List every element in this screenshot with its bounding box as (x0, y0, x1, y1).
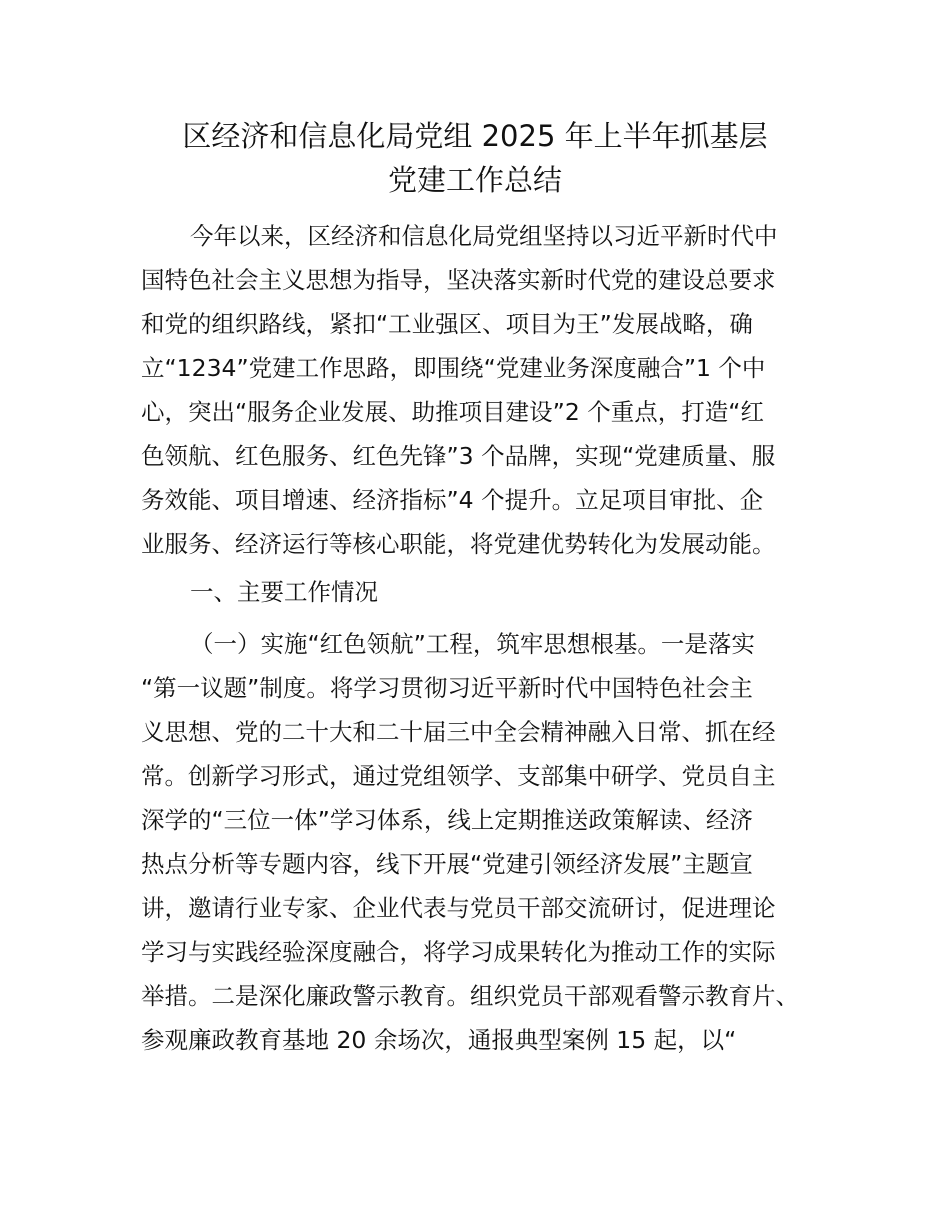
paragraph-line: 心，突出“服务企业发展、助推项目建设”2 个重点，打造“红 (141, 398, 764, 426)
paragraph-line: 立“1234”党建工作思路，即围绕“党建业务深度融合”1 个中 (141, 354, 766, 382)
paragraph-line: 义思想、党的二十大和二十届三中全会精神融入日常、抓在经 (141, 718, 776, 746)
paragraph-line: 今年以来，区经济和信息化局党组坚持以习近平新时代中 (190, 222, 778, 250)
paragraph-line: 热点分析等专题内容，线下开展“党建引领经济发展”主题宣 (141, 850, 753, 878)
paragraph-line: 和党的组织路线，紧扣“工业强区、项目为王”发展战略，确 (141, 310, 753, 338)
document-title-line-2: 党建工作总结 (387, 163, 562, 197)
paragraph-line: 业服务、经济运行等核心职能，将党建优势转化为发展动能。 (141, 530, 776, 558)
paragraph-line: 常。创新学习形式，通过党组领学、支部集中研学、党员自主 (141, 762, 776, 790)
paragraph-line: 深学的“三位一体”学习体系，线上定期推送政策解读、经济 (141, 806, 753, 834)
paragraph-line: 国特色社会主义思想为指导，坚决落实新时代党的建设总要求 (141, 266, 776, 294)
paragraph-line: 务效能、项目增速、经济指标”4 个提升。立足项目审批、企 (141, 486, 764, 514)
document-title-line-1: 区经济和信息化局党组 2025 年上半年抓基层 (182, 119, 768, 153)
section-heading: 一、主要工作情况 (190, 578, 378, 606)
paragraph-line: 色领航、红色服务、红色先锋”3 个品牌，实现“党建质量、服 (141, 442, 776, 470)
paragraph-line: 学习与实践经验深度融合，将学习成果转化为推动工作的实际 (141, 938, 776, 966)
paragraph-line: 参观廉政教育基地 20 余场次，通报典型案例 15 起，以“ (141, 1026, 737, 1054)
paragraph-line: “第一议题”制度。将学习贯彻习近平新时代中国特色社会主 (141, 674, 753, 702)
paragraph-line: 讲，邀请行业专家、企业代表与党员干部交流研讨，促进理论 (141, 894, 776, 922)
paragraph-line: 举措。二是深化廉政警示教育。组织党员干部观看警示教育片、 (141, 982, 799, 1010)
paragraph-line: （一）实施“红色领航”工程，筑牢思想根基。一是落实 (190, 630, 755, 658)
